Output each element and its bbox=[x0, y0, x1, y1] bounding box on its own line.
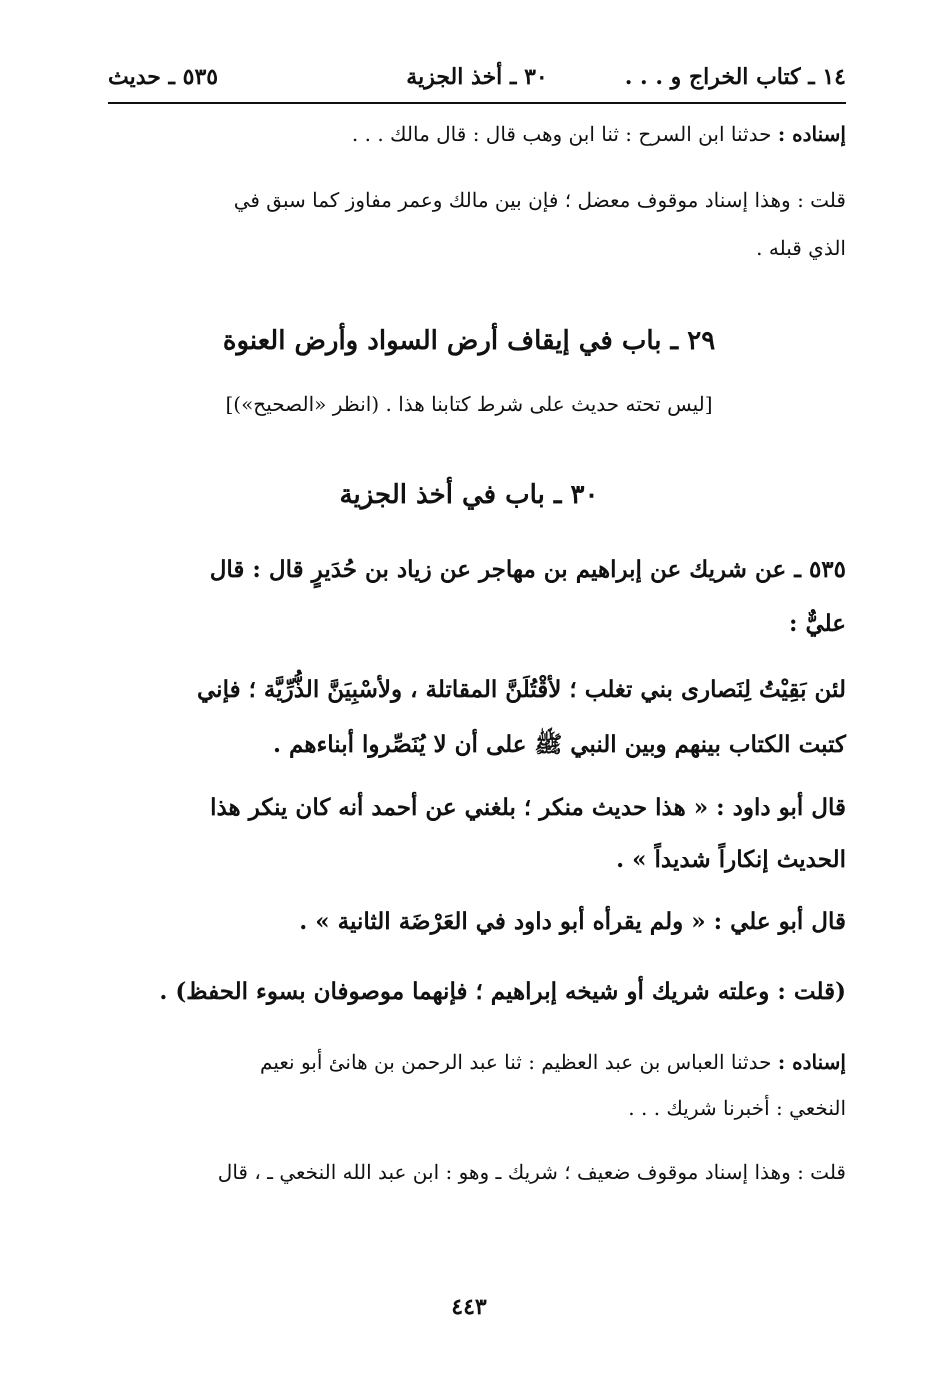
hadith-line-1: ٥٣٥ ـ عن شريك عن إبراهيم بن مهاجر عن زياد بن حُدَيرٍ قال : قال bbox=[209, 556, 846, 583]
isnad-paragraph-2-line-2: النخعي : أخبرنا شريك . . . bbox=[628, 1096, 846, 1120]
header-chapter-title: ٣٠ ـ أخذ الجزية bbox=[406, 64, 548, 90]
header-hadith-number: ٥٣٥ ـ حديث bbox=[108, 64, 219, 90]
hadith-line-8: (قلت : وعلته شريك أو شيخه إبراهيم ؛ فإنهما موصوفان بسوء الحفظ) . bbox=[159, 978, 846, 1005]
chapter-29-note: [ليس تحته حديث على شرط كتابنا هذا . (انظر «الصحيح»)] bbox=[225, 392, 713, 416]
isnad-label-2: إسناده : bbox=[777, 1050, 846, 1074]
isnad-label: إسناده : bbox=[777, 122, 846, 146]
running-header bbox=[108, 60, 846, 104]
hadith-line-7: قال أبو علي : « ولم يقرأه أبو داود في العَرْضَة الثانية » . bbox=[299, 908, 846, 935]
page-number: ٤٤٣ bbox=[451, 1294, 487, 1320]
hadith-line-6: الحديث إنكاراً شديداً » . bbox=[616, 846, 846, 873]
header-book-title: ١٤ ـ كتاب الخراج و . . . bbox=[624, 64, 846, 90]
chapter-29-title: ٢٩ ـ باب في إيقاف أرض السواد وأرض العنوة bbox=[222, 326, 716, 356]
isnad-text-2: حدثنا العباس بن عبد العظيم : ثنا عبد الرحمن بن هانئ أبو نعيم bbox=[260, 1050, 778, 1074]
hadith-line-2: عليٌّ : bbox=[788, 610, 846, 637]
comment-line-1: قلت : وهذا إسناد موقوف معضل ؛ فإن بين مالك وعمر مفاوز كما سبق في bbox=[233, 188, 846, 212]
comment-line-2: الذي قبله . bbox=[756, 236, 846, 260]
final-comment-line: قلت : وهذا إسناد موقوف ضعيف ؛ شريك ـ وهو : ابن عبد الله النخعي ـ ، قال bbox=[217, 1160, 846, 1184]
hadith-line-5: قال أبو داود : « هذا حديث منكر ؛ بلغني عن أحمد أنه كان ينكر هذا bbox=[210, 794, 846, 821]
hadith-line-4: كتبت الكتاب بينهم وبين النبي ﷺ على أن لا يُنَصِّروا أبناءهم . bbox=[273, 731, 846, 758]
hadith-line-3: لئن بَقِيْتُ لِنَصارى بني تغلب ؛ لأقْتُلَنَّ المقاتلة ، ولأسْبِيَنَّ الذُّرِّيَّة ؛ فإني bbox=[197, 676, 846, 703]
isnad-paragraph-2-line-1 bbox=[108, 1050, 846, 1074]
isnad-paragraph-1 bbox=[108, 122, 846, 146]
isnad-text: حدثنا ابن السرح : ثنا ابن وهب قال : قال مالك . . . bbox=[351, 122, 778, 146]
chapter-30-title: ٣٠ ـ باب في أخذ الجزية bbox=[339, 480, 599, 510]
